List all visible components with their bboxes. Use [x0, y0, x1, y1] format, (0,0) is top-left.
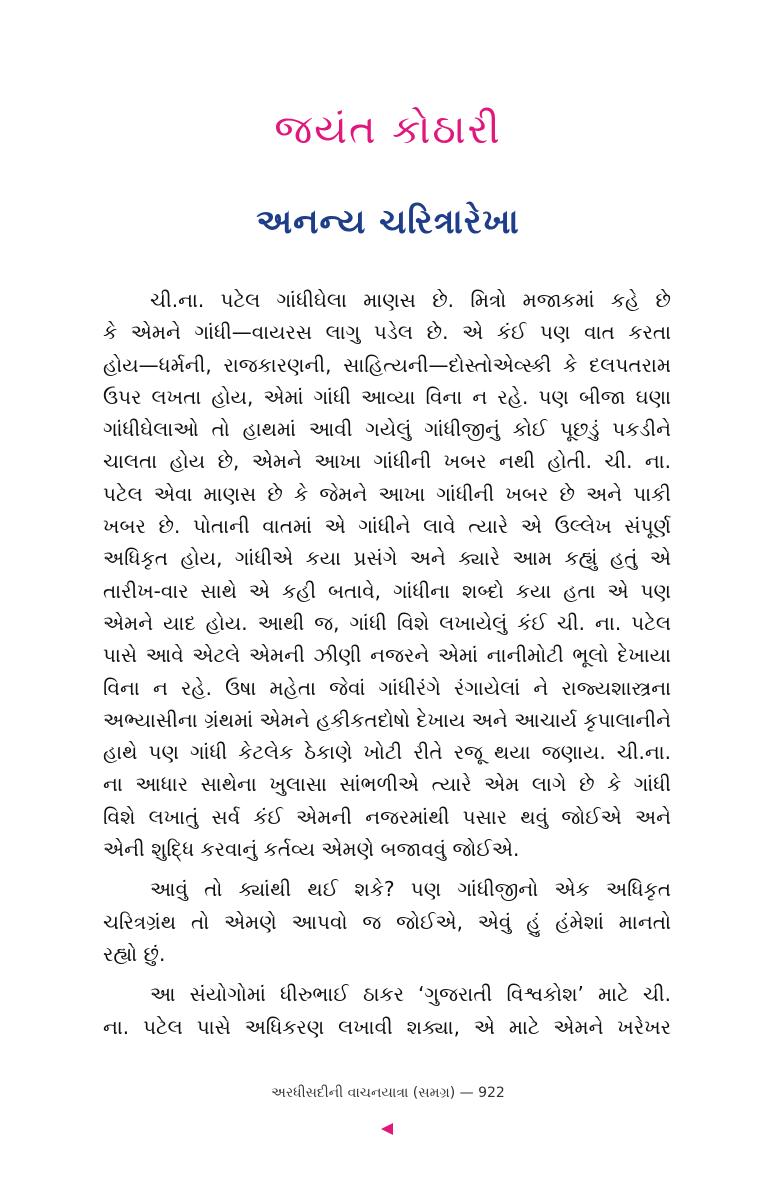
text-line: ચી.ના. પટેલ ગાંધીઘેલા માણસ છે. મિત્રો મજાકમાં કહે છે: [150, 288, 671, 312]
text-line: ખબર છે. પોતાની વાતમાં એ ગાંધીને લાવે ત્યારે એ ઉલ્લેખ સંપૂર્ણ: [103, 514, 671, 539]
text-line: હાથે પણ ગાંધી કેટલેક ઠેકાણે ખોટી રીતે રજૂ થયા જણાય. ચી.ના.: [103, 740, 671, 765]
text-line: વિના ન રહે. ઉષા મહેતા જેવાં ગાંધીરંગે રંગાયેલાં ને રાજ્યશાસ્ત્રના: [103, 675, 671, 700]
text-line: તારીખ-વાર સાથે એ કહી બતાવે, ગાંધીના શબ્દો કયા હતા એ પણ: [103, 578, 671, 603]
book-title: અરધીસદીની વાચનયાત્રા (સમગ્ર): [271, 1085, 456, 1101]
paragraph: [103, 873, 671, 970]
text-line: આવું તો ક્યાંથી થઈ શકે? પણ ગાંધીજીનો એક અધિકૃત: [150, 877, 671, 902]
text-line: અભ્યાસીના ગ્રંથમાં એમને હકીકતદોષો દેખાય અને આચાર્ય કૃપાલાનીને: [103, 707, 671, 732]
text-line: ગાંધીઘેલાઓ તો હાથમાં આવી ગયેલું ગાંધીજીનું કોઈ પૂછડું પકડીને: [103, 417, 671, 442]
text-line: ઉપર લખતા હોય, એમાં ગાંધી આવ્યા વિના ન રહે. પણ બીજા ઘણા: [103, 384, 671, 409]
text-line: અધિકૃત હોય, ગાંધીએ કયા પ્રસંગે અને ક્યારે આમ કહ્યું હતું એ: [103, 546, 671, 571]
text-line: ના. પટેલ પાસે અધિકરણ લખાવી શક્યા, એ માટે એમને ખરેખર: [103, 1014, 671, 1039]
text-line: હોય—ધર્મની, રાજકારણની, સાહિત્યની—દોસ્તોએવ્સ્કી કે દલપતરામ: [103, 352, 671, 377]
author-name: જયંત કોઠારી: [274, 107, 502, 153]
text-line: એની શુદ્ધિ કરવાનું કર્તવ્ય એમણે બજાવવું જોઈએ.: [103, 837, 520, 862]
page-number: 922: [478, 1085, 505, 1101]
text-line: ચરિત્રગ્રંથ તો એમણે આપવો જ જોઈએ, એવું હું હંમેશાં માનતો: [103, 909, 671, 934]
text-line: રહ્યો છું.: [103, 941, 166, 966]
text-line: પાસે આવે એટલે એમની ઝીણી નજરને એમાં નાનીમોટી ભૂલો દેખાયા: [103, 643, 671, 668]
text-line: કે એમને ગાંધી—વાયરસ લાગુ પડેલ છે. એ કંઈ પણ વાત કરતા: [103, 320, 671, 345]
text-line: પટેલ એવા માણસ છે કે જેમને આખા ગાંધીની ખબર છે અને પાકી: [103, 481, 671, 506]
body-text: [103, 284, 671, 1043]
paragraph: [103, 978, 671, 1043]
paragraph: [103, 284, 671, 865]
text-line: ચાલતા હોય છે, એમને આખા ગાંધીની ખબર નથી હોતી. ચી. ના.: [103, 449, 671, 474]
running-footer: [0, 1082, 776, 1104]
text-line: એમને યાદ હોય. આથી જ, ગાંધી વિશે લખાયેલું કંઈ ચી. ના. પટેલ: [103, 610, 671, 635]
footer-separator: —: [459, 1085, 474, 1101]
chapter-title: અનન્ય ચરિત્રારેખા: [256, 202, 520, 242]
prev-page-icon[interactable]: [381, 1123, 393, 1135]
text-line: આ સંયોગોમાં ધીરુભાઈ ઠાકર ‘ગુજરાતી વિશ્વકોશ’ માટે ચી.: [150, 982, 671, 1007]
text-line: ના આધાર સાથેના ખુલાસા સાંભળીએ ત્યારે એમ લાગે છે કે ગાંધી: [103, 772, 671, 797]
text-line: વિશે લખાતું સર્વ કંઈ એમની નજરમાંથી પસાર થવું જોઈએ અને: [103, 804, 671, 829]
